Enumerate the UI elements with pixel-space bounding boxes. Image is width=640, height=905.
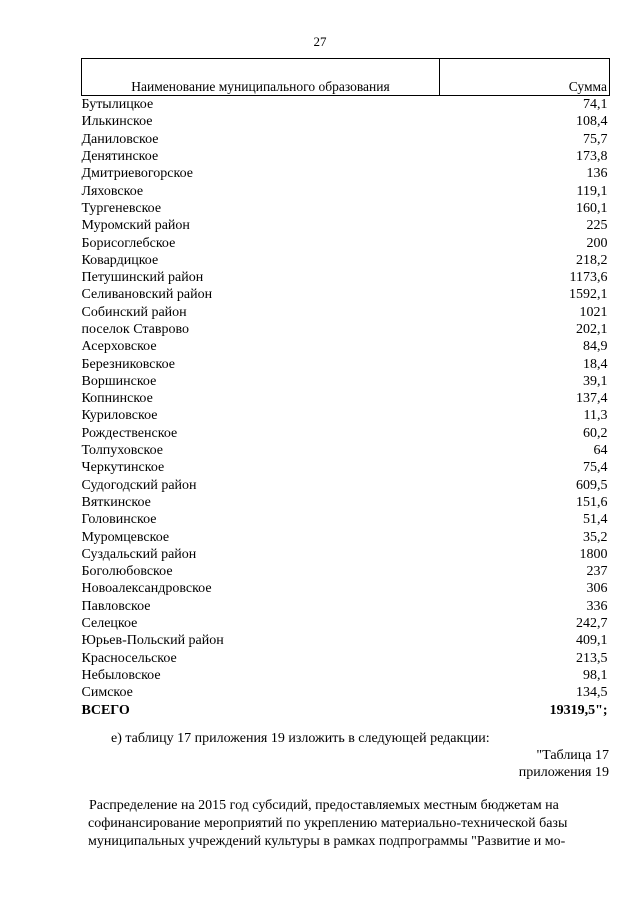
municipality-name: Толпуховское [81, 443, 163, 459]
sum-value: 1592,1 [569, 287, 608, 303]
municipality-name: Воршинское [81, 373, 157, 389]
municipality-name: Дмитриевогорское [81, 166, 193, 182]
sum-value: 108,4 [576, 114, 608, 130]
sum-value: 74,1 [583, 97, 608, 113]
municipality-name: Боголюбовское [81, 564, 173, 580]
table-row [82, 373, 610, 390]
total-label: ВСЕГО [81, 702, 130, 718]
instruction-text: е) таблицу 17 приложения 19 изложить в следующей редакции: [111, 731, 490, 746]
municipality-name: Вяткинское [81, 494, 151, 510]
table-row [82, 131, 610, 148]
sum-value: 160,1 [576, 200, 608, 216]
total-value: 19319,5"; [549, 702, 608, 718]
subsidy-table [81, 58, 610, 719]
municipality-name: Борисоглебское [81, 235, 176, 251]
description-paragraph: Распределение на 2015 год субсидий, предоставляемых местным бюджетам на софинансирование мероприятий по укреплению материально-технической базы муниципальных учреждений культуры в рамках подпрограммы "Развитие и мо- [88, 798, 568, 849]
sum-value: 213,5 [576, 650, 608, 666]
table-row [82, 632, 610, 649]
sum-value: 409,1 [576, 633, 608, 649]
table-row [82, 113, 610, 130]
table-row [82, 615, 610, 632]
table-row [82, 407, 610, 424]
table-row [82, 165, 610, 182]
municipality-name: Илькинское [81, 114, 153, 130]
sum-value: 336 [586, 598, 608, 614]
municipality-name: Красносельское [81, 650, 177, 666]
sum-value: 51,4 [583, 512, 608, 528]
municipality-name: Ковардицкое [81, 252, 159, 268]
table-row [82, 684, 610, 701]
table-row [82, 459, 610, 476]
municipality-name: Собинский район [81, 304, 187, 320]
sum-value: 64 [593, 443, 608, 459]
table-row [82, 390, 610, 407]
municipality-name: Денятинское [81, 149, 159, 165]
sum-value: 1173,6 [569, 270, 608, 286]
sum-value: 60,2 [583, 425, 608, 441]
sum-value: 136 [586, 166, 608, 182]
table-row [82, 494, 610, 511]
sum-value: 173,8 [576, 149, 608, 165]
table-ref-line2: приложения 19 [518, 765, 609, 780]
table-row [82, 580, 610, 597]
municipality-name: Петушинский район [81, 270, 204, 286]
municipality-name: Тургеневское [81, 200, 162, 216]
table-row [82, 650, 610, 667]
sum-value: 151,6 [576, 494, 608, 510]
municipality-name: Даниловское [81, 131, 159, 147]
municipality-name: Павловское [81, 598, 151, 614]
municipality-name: Селецкое [81, 616, 138, 632]
municipality-name: Копнинское [81, 391, 153, 407]
municipality-name: Юрьев-Польский район [81, 633, 224, 649]
sum-value: 134,5 [576, 685, 608, 701]
table-row [82, 148, 610, 165]
header-sum: Сумма [440, 59, 610, 96]
municipality-name: Куриловское [81, 408, 158, 424]
sum-value: 609,5 [576, 477, 608, 493]
table-row [82, 563, 610, 580]
municipality-name: Головинское [81, 512, 157, 528]
municipality-name: Новоалександровское [81, 581, 212, 597]
municipality-name: Симское [81, 685, 133, 701]
table-row [82, 511, 610, 528]
sum-value: 137,4 [576, 391, 608, 407]
sum-value: 35,2 [583, 529, 608, 545]
table-row [82, 304, 610, 321]
municipality-name: Рождественское [81, 425, 178, 441]
sum-value: 200 [586, 235, 608, 251]
sum-value: 242,7 [576, 616, 608, 632]
municipality-name: Муромский район [81, 218, 190, 234]
sum-value: 119,1 [576, 183, 608, 199]
sum-value: 1021 [579, 304, 608, 320]
table-row [82, 477, 610, 494]
sum-value: 84,9 [583, 339, 608, 355]
header-municipality: Наименование муниципального образования [82, 59, 440, 96]
sum-value: 218,2 [576, 252, 608, 268]
municipality-name: поселок Ставрово [81, 322, 190, 337]
municipality-name: Ляховское [81, 183, 144, 199]
table-row [82, 598, 610, 615]
municipality-name: Березниковское [81, 356, 175, 372]
table-row [82, 442, 610, 459]
sum-value: 11,3 [583, 408, 608, 424]
table-row [82, 96, 610, 114]
municipality-name: Небыловское [81, 667, 161, 683]
table-row [82, 269, 610, 286]
table-row [82, 546, 610, 563]
municipality-name: Суздальский район [81, 546, 197, 562]
table-row [82, 355, 610, 372]
page-number: 27 [313, 34, 327, 49]
sum-value: 306 [586, 581, 608, 597]
table-ref-line1: "Таблица 17 [536, 748, 609, 763]
municipality-name: Бутылицкое [81, 97, 154, 113]
table-row [82, 338, 610, 355]
table-row [82, 200, 610, 217]
table-row [82, 217, 610, 234]
sum-value: 237 [586, 564, 608, 580]
table-row [82, 425, 610, 442]
sum-value: 75,7 [583, 131, 608, 147]
municipality-name: Асерховское [81, 339, 157, 355]
table-body [82, 96, 610, 719]
sum-value: 39,1 [583, 373, 608, 389]
table-row [82, 182, 610, 199]
table-row [82, 528, 610, 545]
table-row [82, 252, 610, 269]
municipality-name: Муромцевское [81, 529, 170, 545]
municipality-name: Селивановский район [81, 287, 213, 303]
table-row [82, 667, 610, 684]
table-row [82, 321, 610, 338]
total-row [82, 701, 610, 718]
sum-value: 75,4 [583, 460, 608, 476]
sum-value: 225 [586, 218, 608, 234]
sum-value: 98,1 [583, 667, 608, 683]
table-row [82, 286, 610, 303]
table-header-row [82, 59, 610, 96]
municipality-name: Черкутинское [81, 460, 165, 476]
municipality-name: Судогодский район [81, 477, 197, 493]
sum-value: 18,4 [583, 356, 608, 372]
sum-value: 202,1 [576, 322, 608, 337]
sum-value: 1800 [579, 546, 608, 562]
table-row [82, 234, 610, 251]
